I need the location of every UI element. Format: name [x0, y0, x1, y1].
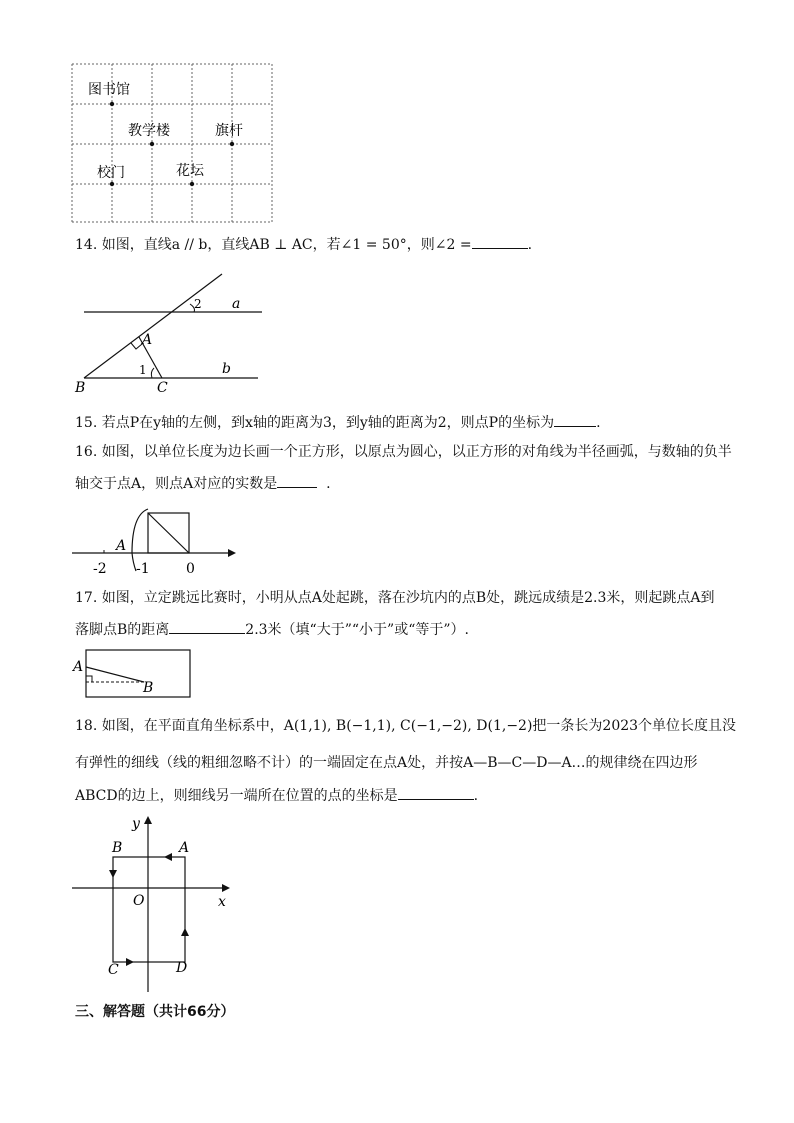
q14-label-C: C — [157, 380, 168, 396]
q14-label-B: B — [75, 380, 86, 396]
q17-stem-1: 如图，立定跳远比赛时，小明从点A处起跳，落在沙坑内的点B处，跳远成绩是2.3米，则起跳点A到 — [101, 590, 715, 606]
q14-angle1-label: 1 — [139, 363, 147, 377]
q18-label-A: A — [179, 840, 190, 856]
q16-line1 — [75, 444, 732, 460]
campus-map-figure — [70, 62, 274, 224]
flagpole-point — [230, 142, 234, 146]
q15-answer-blank[interactable] — [554, 414, 596, 427]
q17-answer-blank[interactable] — [169, 621, 245, 634]
q17-label-A: A — [73, 659, 84, 675]
q16-tick-minus2: -2 — [93, 561, 107, 577]
q16-number: 16. — [75, 444, 98, 460]
q18-label-x: x — [218, 894, 226, 910]
q14-number: 14. — [75, 237, 98, 253]
flagpole-label: 旗杆 — [215, 123, 243, 139]
q14-label-a: a — [232, 296, 241, 312]
q18-figure — [70, 812, 236, 996]
library-label: 图书馆 — [88, 82, 130, 98]
q16-stem-2: 轴交于点A，则点A对应的实数是 — [75, 476, 278, 492]
q14-figure — [70, 268, 270, 396]
q14-end: . — [527, 237, 533, 253]
q17-label-B: B — [143, 680, 154, 696]
q18-label-y: y — [132, 816, 140, 832]
q16-line2 — [75, 475, 331, 492]
q17-figure — [70, 645, 194, 701]
school-gate-point — [110, 182, 114, 186]
q15-number: 15. — [75, 415, 98, 431]
section-3-heading: 三、解答题（共计66分） — [75, 1004, 235, 1020]
teaching-building-point — [150, 142, 154, 146]
q18-label-O: O — [133, 893, 145, 909]
library-point — [110, 102, 114, 106]
q18-stem-3: ABCD的边上，则细线另一端所在位置的点的坐标是 — [75, 788, 398, 804]
q18-end: . — [473, 788, 479, 804]
q15-text — [75, 414, 601, 431]
q17-stem-2a: 落脚点B的距离 — [75, 622, 170, 638]
q15-stem: 若点P在y轴的左侧，到x轴的距离为3，到y轴的距离为2，则点P的坐标为 — [101, 415, 555, 431]
q18-answer-blank[interactable] — [398, 787, 474, 800]
q18-label-D: D — [176, 960, 188, 976]
flower-bed-label: 花坛 — [176, 163, 204, 179]
q16-figure — [70, 495, 240, 577]
school-gate-label: 校门 — [97, 165, 125, 181]
q18-label-C: C — [108, 962, 119, 978]
q16-answer-blank[interactable] — [277, 475, 317, 488]
q18-line3 — [75, 787, 478, 804]
q18-number: 18. — [75, 718, 98, 734]
flower-bed-point — [190, 182, 194, 186]
q16-stem-1: 如图，以单位长度为边长画一个正方形，以原点为圆心，以正方形的对角线为半径画弧，与数轴的负半 — [101, 444, 732, 460]
q14-text — [75, 236, 532, 253]
q16-tick-minus1: -1 — [136, 561, 150, 577]
q14-angle2-label: 2 — [194, 297, 202, 311]
teaching-building-label: 教学楼 — [128, 123, 170, 139]
q18-stem-2: 有弹性的细线（线的粗细忽略不计）的一端固定在点A处，并按A—B—C—D—A…的规律绕在四边形 — [75, 755, 698, 771]
q14-stem: 如图，直线a // b，直线AB ⊥ AC，若∠1 = 50°，则∠2 = — [101, 237, 472, 253]
q17-number: 17. — [75, 590, 98, 606]
q18-line2 — [75, 755, 698, 771]
q17-line2 — [75, 621, 469, 638]
q16-end: . — [326, 476, 331, 492]
q17-stem-2b: 2.3米（填“大于”“小于”或“等于”）. — [245, 622, 469, 638]
q16-label-A: A — [116, 538, 127, 554]
q17-line1 — [75, 590, 715, 606]
q18-line1 — [75, 718, 736, 734]
q14-answer-blank[interactable] — [472, 236, 528, 249]
q14-label-b: b — [222, 361, 231, 377]
q15-end: . — [596, 415, 601, 431]
q16-tick-0: 0 — [186, 561, 195, 577]
q18-stem-1: 如图，在平面直角坐标系中，A(1,1), B(−1,1), C(−1,−2), D(1,−2)把一条长为2023个单位长度且没 — [101, 718, 737, 734]
q18-label-B: B — [112, 840, 123, 856]
q14-label-A: A — [142, 332, 153, 348]
